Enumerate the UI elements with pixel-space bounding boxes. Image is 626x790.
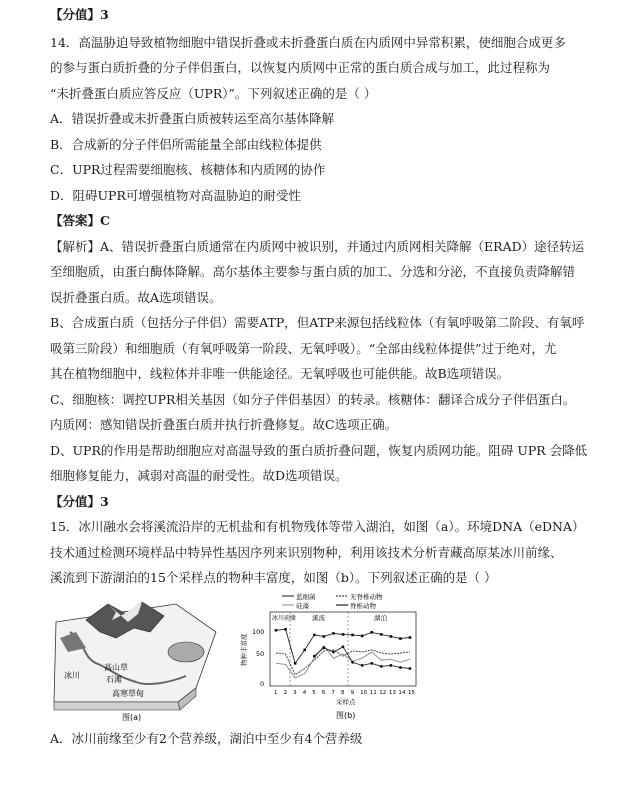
x-tick-label: 2 bbox=[283, 690, 288, 696]
label-meadow: 高寒草甸 bbox=[112, 689, 144, 698]
q14-analysis-line-8: 内质网：感知错误折叠蛋白质并执行折叠修复。故C选项正确。 bbox=[50, 417, 398, 432]
q14-stem-line-3: “未折叠蛋白质应答反应（UPR）”。下列叙述正确的是（ ） bbox=[50, 86, 377, 101]
q14-option-c: C．UPR过程需要细胞核、核糖体和内质网的协作 bbox=[50, 162, 326, 177]
q14-analysis-line-6: 其在植物细胞中，线粒体并非唯一供能途径。无氧呼吸也可能供能。故B选项错误。 bbox=[50, 366, 510, 381]
x-tick-label: 10 bbox=[360, 690, 368, 696]
q14-analysis-line-2: 至细胞质，由蛋白酶体降解。高尔基体主要参与蛋白质的加工、分选和分泌，不直接负责降解错 bbox=[50, 264, 576, 279]
series-point bbox=[380, 633, 383, 636]
x-tick-label: 4 bbox=[302, 690, 307, 696]
q14-analysis-line-4: B、合成蛋白质（包括分子伴侣）需要ATP，但ATP来源包括线粒体（有氧呼吸第二阶段、有氧呼 bbox=[50, 315, 585, 330]
legend-label-vertebrate: 脊椎动物 bbox=[350, 602, 376, 610]
q14-analysis-line-1: 【解析】A、错误折叠蛋白质通常在内质网中被识别，并通过内质网相关降解（ERAD）途径转运 bbox=[50, 239, 585, 254]
score-label: 【分值】3 bbox=[50, 494, 109, 509]
legend-label-diatom: 硅藻 bbox=[296, 602, 309, 610]
figure-a-caption: 图(a) bbox=[122, 713, 142, 722]
series-point bbox=[409, 667, 412, 670]
x-tick-label: 14 bbox=[398, 690, 406, 696]
series-layer bbox=[275, 628, 412, 678]
figure-a-diagram bbox=[54, 602, 216, 722]
x-tick-label: 1 bbox=[274, 690, 278, 696]
series-point bbox=[399, 666, 402, 669]
q14-option-d: D．阻碍UPR可增强植物对高温胁迫的耐受性 bbox=[50, 188, 301, 203]
series-point bbox=[351, 634, 354, 637]
label-moraine: 高山草 bbox=[104, 663, 128, 672]
q14-analysis-line-5: 吸第三阶段）和细胞质（有氧呼吸第一阶段、无氧呼吸）。“全部由线粒体提供”过于绝对，尤 bbox=[50, 341, 557, 356]
series-point bbox=[370, 631, 373, 634]
series-point bbox=[370, 662, 373, 665]
series-point bbox=[332, 651, 335, 654]
series-point bbox=[390, 635, 393, 638]
x-tick-label: 8 bbox=[341, 690, 345, 696]
zone-label-stream: 溪流 bbox=[312, 614, 325, 622]
q14-stem-line-2: 的参与蛋白质折叠的分子伴侣蛋白，以恢复内质网中正常的蛋白质合成与加工，此过程称为 bbox=[50, 60, 551, 75]
x-tick-label: 3 bbox=[293, 690, 297, 696]
x-tick-label: 12 bbox=[379, 690, 387, 696]
x-tick-label: 5 bbox=[312, 690, 316, 696]
q14-analysis-line-3: 误折叠蛋白质。故A选项错误。 bbox=[50, 290, 222, 305]
figure-b-caption: 图(b) bbox=[336, 711, 356, 720]
score-label: 【分值】3 bbox=[50, 7, 109, 22]
q15-stem-line-1: 15．冰川融水会将溪流沿岸的无机盐和有机物残体等带入湖泊，如图（a）。环境DNA（eDNA） bbox=[50, 519, 585, 534]
legend-label-cyanobacteria: 蓝细菌 bbox=[296, 593, 316, 601]
lake-shape bbox=[168, 642, 204, 662]
x-tick-label: 13 bbox=[388, 690, 396, 696]
q15-option-a: A．冰川前缘至少有2个营养级，湖泊中至少有4个营养级 bbox=[50, 731, 363, 746]
series-point bbox=[342, 633, 345, 636]
plot-frame bbox=[270, 612, 416, 686]
y-axis-label: 物种丰富度 bbox=[240, 633, 248, 666]
terrain-front bbox=[54, 702, 180, 710]
series-point bbox=[332, 632, 335, 635]
q14-analysis-line-9: D、UPR的作用是帮助细胞应对高温导致的蛋白质折叠问题，恢复内质网功能。阻碍 UPR 会降低 bbox=[50, 443, 588, 458]
q14-option-a: A．错误折叠或未折叠蛋白质被转运至高尔基体降解 bbox=[50, 111, 335, 126]
series-point bbox=[389, 664, 392, 667]
y-tick-label: 0 bbox=[260, 680, 265, 688]
series-point bbox=[303, 649, 306, 652]
x-tick-label: 6 bbox=[321, 690, 326, 696]
series-point bbox=[322, 646, 325, 649]
series-point bbox=[313, 634, 316, 637]
x-tick-label: 15 bbox=[408, 690, 415, 696]
q14-option-b: B．合成新的分子伴侣所需能量全部由线粒体提供 bbox=[50, 137, 322, 152]
series-point bbox=[351, 661, 354, 664]
series-point bbox=[275, 629, 278, 632]
series-point bbox=[323, 635, 326, 638]
label-stone: 石滩 bbox=[106, 675, 122, 684]
series-point bbox=[399, 637, 402, 640]
series-point bbox=[380, 665, 383, 668]
series-point bbox=[409, 636, 412, 639]
q14-answer: 【答案】C bbox=[50, 213, 110, 228]
y-tick-label: 50 bbox=[256, 650, 265, 658]
y-tick-label: 100 bbox=[252, 628, 265, 636]
q14-stem-line-1: 14．高温胁迫导致植物细胞中错误折叠或未折叠蛋白质在内质网中异常积累，使细胞合成更多 bbox=[50, 35, 566, 50]
legend-label-invertebrate: 无脊椎动物 bbox=[350, 593, 383, 601]
zone-label-glacier: 冰川前缘 bbox=[272, 615, 297, 622]
zone-label-lake: 湖泊 bbox=[374, 614, 387, 622]
series-point bbox=[342, 645, 345, 648]
series-point bbox=[313, 655, 316, 658]
x-axis-label: 采样点 bbox=[336, 698, 356, 706]
series-point bbox=[361, 635, 364, 638]
x-tick-label: 9 bbox=[350, 690, 355, 696]
q15-stem-line-2: 技术通过检测环境样品中特异性基因序列来识别物种，利用该技术分析青藏高原某冰川前缘、 bbox=[50, 545, 563, 560]
series-point bbox=[294, 662, 297, 665]
q15-stem-line-3: 溪流到下游湖泊的15个采样点的物种丰富度，如图（b）。下列叙述正确的是（ ） bbox=[50, 570, 497, 585]
label-glacier: 冰川 bbox=[64, 671, 80, 680]
figure-b-chart bbox=[239, 592, 416, 720]
series-point bbox=[284, 628, 287, 631]
series-point bbox=[361, 664, 364, 667]
q14-analysis-line-10: 细胞修复能力，减弱对高温的耐受性。故D选项错误。 bbox=[50, 468, 348, 483]
x-tick-label: 11 bbox=[369, 690, 377, 696]
figure-svg bbox=[46, 592, 426, 724]
x-tick-label: 7 bbox=[331, 690, 335, 696]
q14-analysis-line-7: C、细胞核：调控UPR相关基因（如分子伴侣基因）的转录。核糖体：翻译合成分子伴侣蛋白。 bbox=[50, 392, 576, 407]
x-tick-group bbox=[274, 690, 415, 696]
q15-figures bbox=[46, 592, 426, 724]
